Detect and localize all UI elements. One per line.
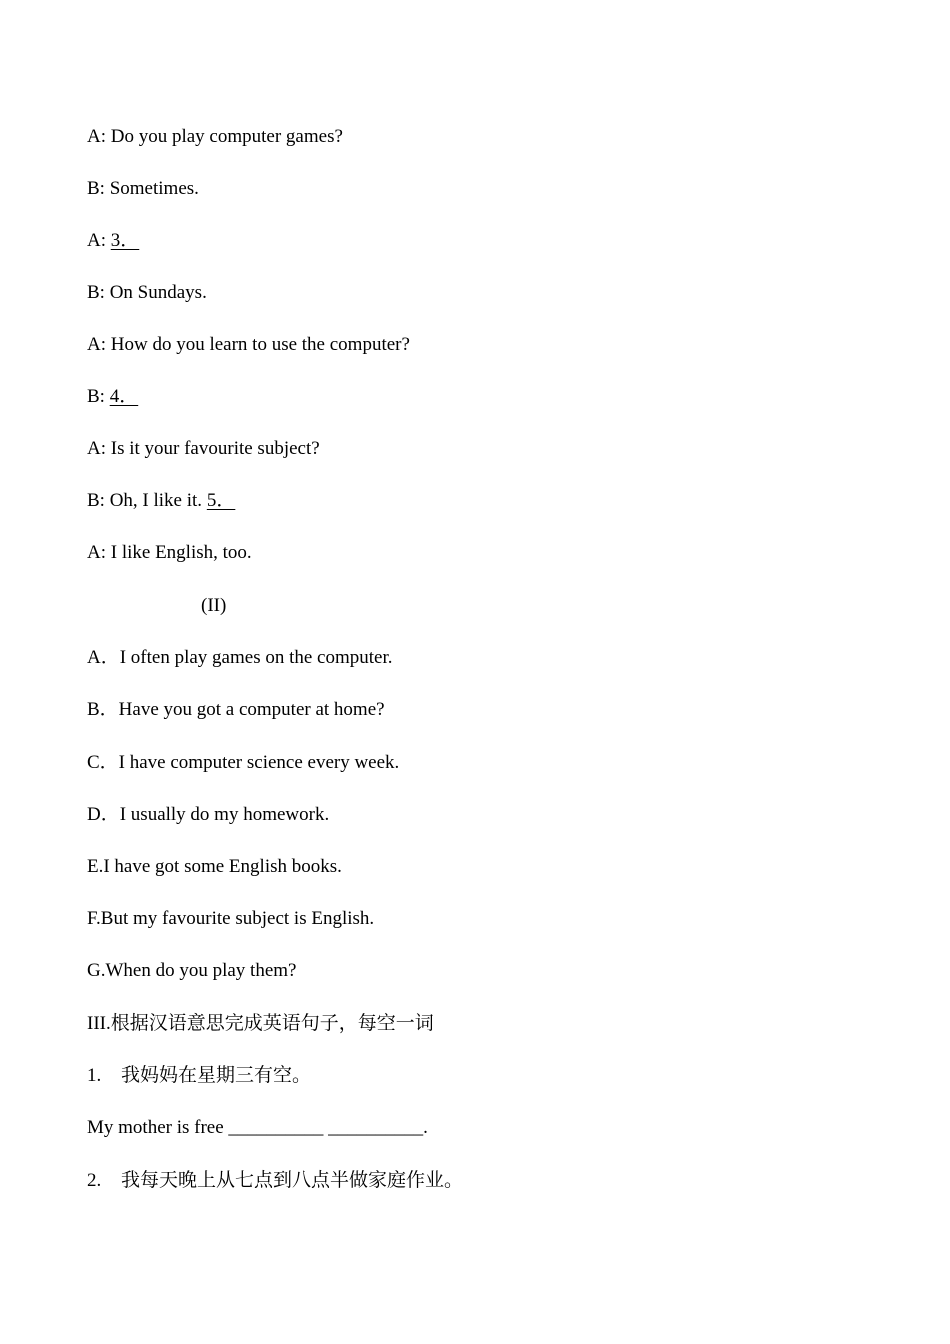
option-e: E.I have got some English books. xyxy=(87,856,342,877)
speaker: A: xyxy=(87,542,106,563)
dialogue-line-4 xyxy=(87,281,207,305)
speaker: B: xyxy=(87,178,105,199)
speaker: A: xyxy=(87,438,106,459)
dialogue-text: Oh, I like it. xyxy=(109,490,203,511)
dialogue-line-6 xyxy=(87,385,138,409)
option-b: B．Have you got a computer at home? xyxy=(87,699,385,720)
part3-heading: III.根据汉语意思完成英语句子，每空一词 xyxy=(87,1013,434,1034)
dialogue-text: I like English, too. xyxy=(110,542,252,563)
option-a: A．I often play games on the computer. xyxy=(87,647,393,668)
dialogue-line-7 xyxy=(87,437,320,461)
item-number: 1. xyxy=(87,1065,102,1086)
dialogue-line-5 xyxy=(87,333,410,357)
dialogue-text: How do you learn to use the computer? xyxy=(110,334,410,355)
dialogue-text: Sometimes. xyxy=(109,178,199,199)
option-c: C．I have computer science every week. xyxy=(87,752,400,773)
dialogue-line-9 xyxy=(87,541,252,565)
speaker: A: xyxy=(87,334,106,355)
answer-blank-3[interactable]: 3． xyxy=(110,230,140,251)
chinese-sentence: 我妈妈在星期三有空。 xyxy=(121,1065,312,1086)
answer-blank-4[interactable]: 4． xyxy=(109,386,139,407)
answer-blank-5[interactable]: 5． xyxy=(206,490,236,511)
dialogue-line-1 xyxy=(87,125,343,149)
option-f: F.But my favourite subject is English. xyxy=(87,908,375,929)
item-number: 2. xyxy=(87,1170,102,1191)
dialogue-text: Is it your favourite subject? xyxy=(110,438,320,459)
part3-item-1-english: My mother is free __________ __________. xyxy=(87,1117,428,1138)
dialogue-line-2 xyxy=(87,177,199,201)
speaker: A: xyxy=(87,126,106,147)
part3-item-2-chinese xyxy=(87,1169,463,1193)
dialogue-text: On Sundays. xyxy=(109,282,207,303)
dialogue-text: Do you play computer games? xyxy=(110,126,343,147)
speaker: B: xyxy=(87,490,105,511)
part3-item-1-chinese xyxy=(87,1064,311,1088)
chinese-sentence: 我每天晚上从七点到八点半做家庭作业。 xyxy=(121,1170,464,1191)
dialogue-line-3 xyxy=(87,229,139,253)
option-g: G.When do you play them? xyxy=(87,960,297,981)
dialogue-line-8 xyxy=(87,489,235,513)
section-label: (II) xyxy=(201,595,227,616)
speaker: B: xyxy=(87,282,105,303)
speaker: B: xyxy=(87,386,105,407)
speaker: A: xyxy=(87,230,106,251)
option-d: D．I usually do my homework. xyxy=(87,804,330,825)
